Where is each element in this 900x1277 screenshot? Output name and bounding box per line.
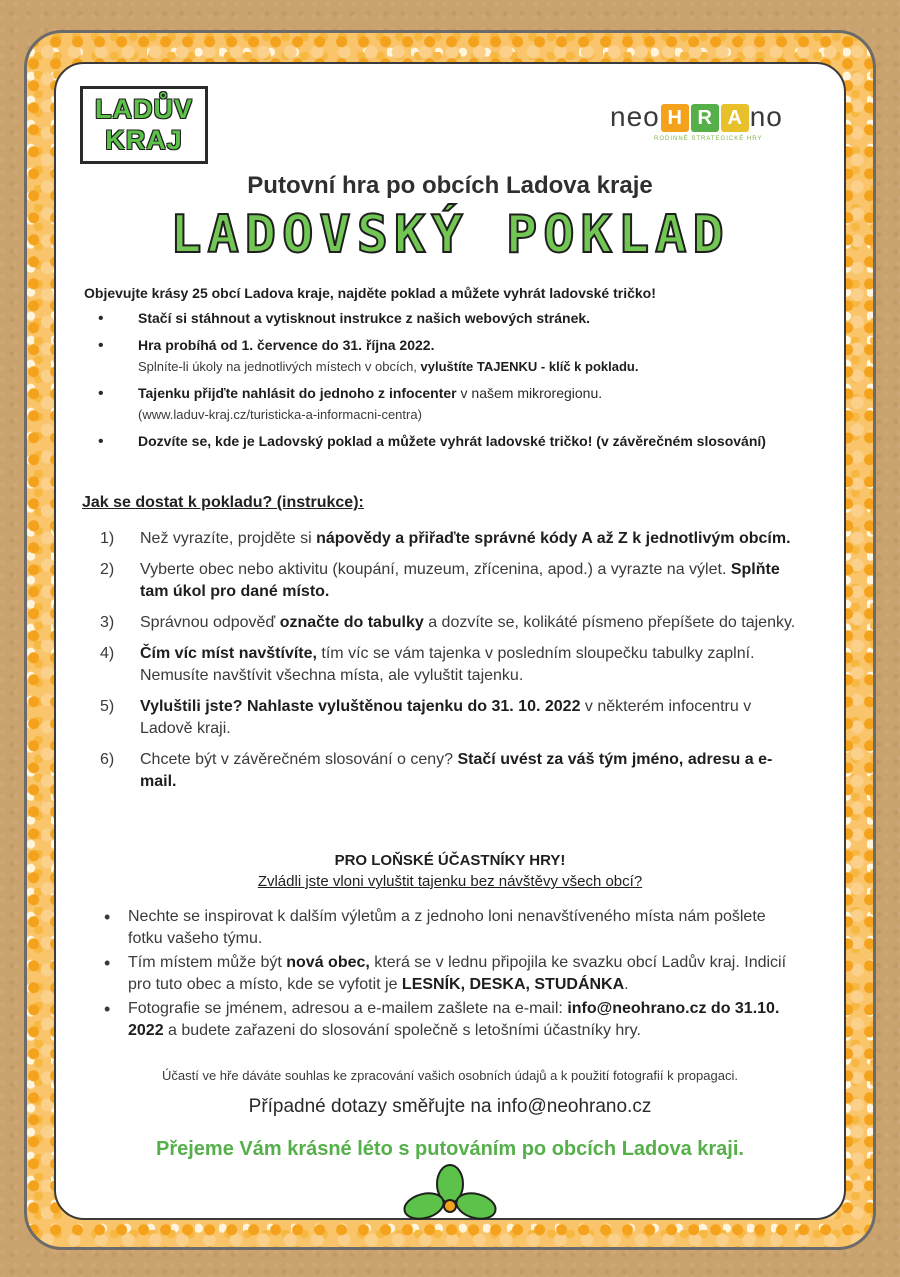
- step-text: Chcete být v závěrečném slosování o ceny?: [140, 751, 458, 768]
- bullet-text: Dozvíte se, kde je Ladovský poklad a můžete vyhrát ladovské tričko! (v závěrečném slosování): [138, 433, 766, 449]
- neohrano-logo: [610, 100, 830, 156]
- step-item: [96, 559, 796, 603]
- logo-tagline: RODINNÉ STRATEGICKÉ HRY: [654, 136, 763, 142]
- logo-box-r: R: [691, 104, 719, 132]
- last-year-bullets: [100, 906, 800, 1044]
- step-text: Než vyrazíte, projděte si: [140, 530, 317, 547]
- step-text-bold: Splňte tam úkol pro dané místo.: [140, 561, 780, 600]
- last-year-section: [150, 850, 750, 892]
- step-number: 1): [100, 530, 115, 547]
- step-item: [96, 612, 796, 634]
- infocenter-link-text: (www.laduv-kraj.cz/turisticka-a-informacni-centra): [138, 407, 422, 422]
- step-number: 5): [100, 698, 115, 715]
- step-item: [96, 749, 796, 793]
- step-text-bold: nápovědy a přiřaďte správné kódy A až Z k jednotlivým obcím.: [316, 530, 791, 547]
- item-text-bold: nová obec,: [286, 954, 370, 971]
- bullet-subtext-plain: Splníte-li úkoly na jednotlivých místech v obcích,: [138, 359, 421, 374]
- step-text-bold: Stačí uvést za váš tým jméno, adresu a e-mail.: [140, 751, 773, 790]
- last-year-heading: PRO LOŇSKÉ ÚČASTNÍKY HRY!: [334, 852, 566, 869]
- logo-line-2: KRAJ: [105, 125, 183, 155]
- step-item: [96, 528, 796, 550]
- bullet-item: [96, 431, 816, 452]
- instruction-steps: [96, 528, 796, 802]
- bullet-text-tail: v našem mikroregionu.: [456, 385, 603, 401]
- item-text: která se v lednu připojila ke svazku obcí Ladův kraj. Indicií pro tuto obec a místo, kde se vyfotit je: [128, 954, 787, 993]
- step-text-bold: označte do tabulky: [279, 614, 424, 631]
- consent-note: Účastí ve hře dáváte souhlas ke zpracování vašich osobních údajů a k použití fotografií k propagaci.: [162, 1068, 738, 1083]
- step-text-bold: Vyluštili jste? Nahlaste vyluštěnou tajenku do 31. 10. 2022: [140, 698, 581, 715]
- logo-box-a: A: [721, 104, 749, 132]
- logo-word-pre: neo: [610, 101, 660, 132]
- bullet-text-bold: do jednoho z infocenter: [298, 385, 457, 401]
- email-deadline: info@neohrano.cz do 31.10. 2022: [128, 1000, 780, 1039]
- logo-word-post: no: [749, 101, 783, 132]
- bullet-text: Tajenku přijďte nahlásit: [138, 385, 299, 401]
- clover-icon: [402, 1162, 498, 1228]
- step-number: 6): [100, 751, 115, 768]
- logo-line-1: LADŮV: [95, 94, 193, 124]
- step-text-tail: a dozvíte se, kolikáté písmeno přepíšete do tajenky.: [423, 614, 796, 631]
- step-number: 2): [100, 561, 115, 578]
- item-text: .: [624, 976, 629, 993]
- step-number: 3): [100, 614, 115, 631]
- last-year-item: [100, 998, 800, 1042]
- last-year-item: [100, 952, 800, 996]
- bullet-item: [96, 335, 816, 377]
- laduv-kraj-logo: [80, 86, 208, 164]
- intro-text: Objevujte krásy 25 obcí Ladova kraje, najděte poklad a můžete vyhrát ladovské tričko!: [84, 285, 656, 301]
- step-text: Správnou odpověď: [140, 614, 280, 631]
- step-item: [96, 696, 796, 740]
- step-item: [96, 643, 796, 687]
- clue-words: LESNÍK, DESKA, STUDÁNKA: [401, 976, 625, 993]
- bullet-subtext-bold: vyluštíte TAJENKU - klíč k pokladu.: [420, 359, 639, 374]
- bullet-item: [96, 308, 816, 329]
- item-text: Tím místem může být: [128, 954, 287, 971]
- item-text: Fotografie se jménem, adresou a e-mailem zašlete na e-mail:: [128, 1000, 568, 1017]
- step-text: Vyberte obec nebo aktivitu (koupání, muzeum, zřícenina, apod.) a vyrazte na výlet.: [140, 561, 731, 578]
- poster-subtitle: Putovní hra po obcích Ladova kraje: [247, 172, 653, 199]
- step-text-tail: tím víc se vám tajenka v posledním sloupečku tabulky zaplní. Nemusíte navštívit všechna místa, ale vyluštit tajenku.: [140, 645, 755, 684]
- instructions-heading: Jak se dostat k pokladu? (instrukce):: [82, 494, 364, 511]
- contact-line: Případné dotazy směřujte na info@neohrano.cz: [248, 1096, 652, 1117]
- poster-title: LADOVSKÝ POKLAD: [170, 205, 730, 265]
- info-bullets: [96, 308, 816, 458]
- closing-wish: Přejeme Vám krásné léto s putováním po obcích Ladova kraji.: [156, 1138, 744, 1160]
- last-year-question: Zvládli jste vloni vyluštit tajenku bez návštěvy všech obcí?: [257, 873, 643, 890]
- last-year-item: [100, 906, 800, 950]
- step-text-tail: v některém infocentru v Ladově kraji.: [140, 698, 752, 737]
- bullet-subtext: [138, 359, 638, 374]
- bullet-text: Hra probíhá od 1. července do 31. října 2022.: [138, 337, 435, 353]
- logo-box-h: H: [661, 104, 689, 132]
- bullet-item: [96, 383, 816, 425]
- item-text: a budete zařazeni do slosování společně s letošními účastníky hry.: [163, 1022, 641, 1039]
- step-text-bold: Čím víc míst navštívíte,: [140, 645, 317, 662]
- bullet-text: Stačí si stáhnout a vytisknout instrukce z našich webových stránek.: [138, 310, 591, 326]
- step-number: 4): [100, 645, 115, 662]
- item-text: Nechte se inspirovat k dalším výletům a z jednoho loni nenavštíveného místa nám pošlete fotku vašeho týmu.: [128, 908, 766, 947]
